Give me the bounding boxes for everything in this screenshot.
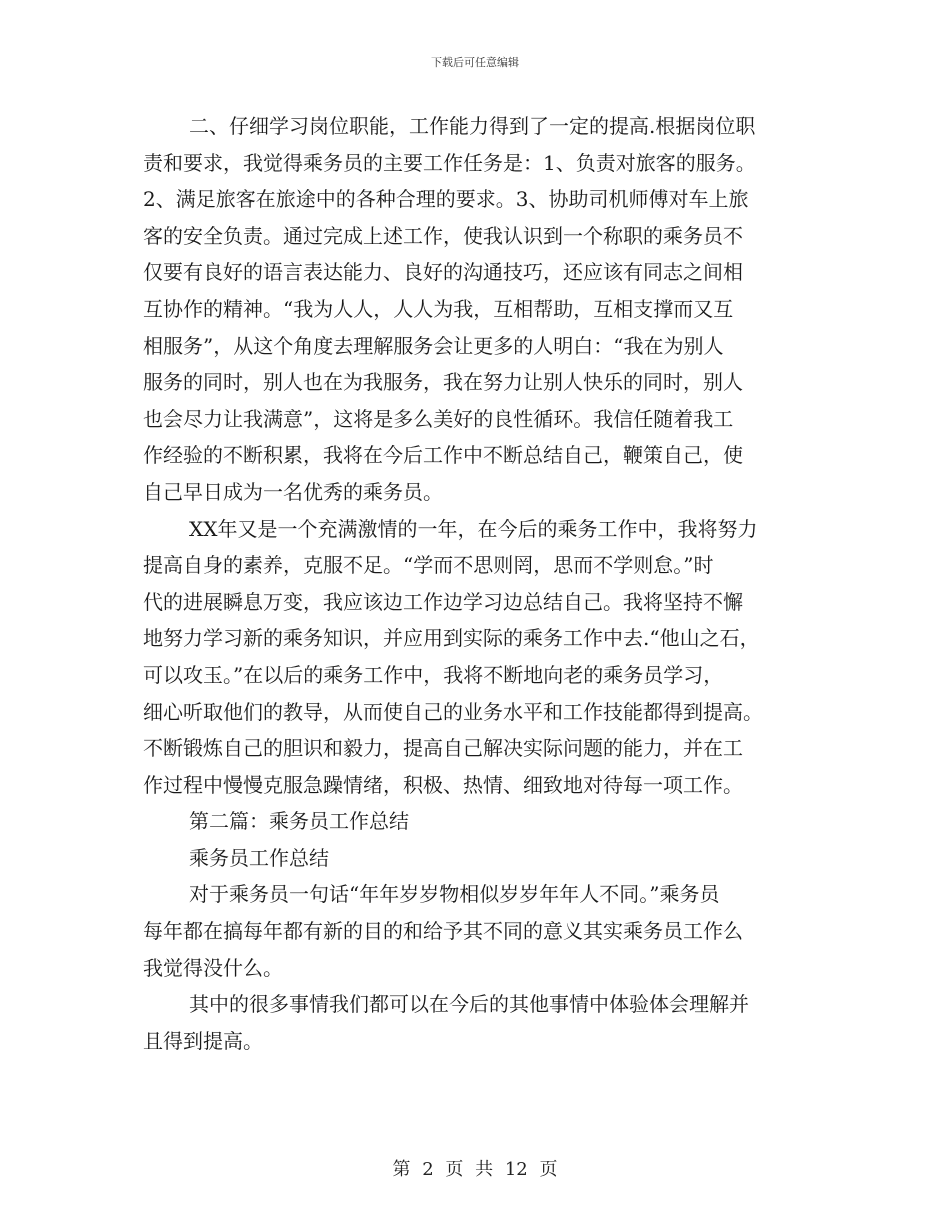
text-line: 地努力学习新的乘务知识，并应用到实际的乘务工作中去.“他山之石， <box>143 626 760 651</box>
text-line: 细心听取他们的教导，从而使自己的业务水平和工作技能都得到提高。 <box>143 699 763 724</box>
text-line: 每年都在搞每年都有新的目的和给予其不同的意义其实乘务员工作么 <box>143 919 743 944</box>
text-line: 乘务员工作总结 <box>189 845 329 870</box>
text-line: 客的安全负责。通过完成上述工作，使我认识到一个称职的乘务员不 <box>143 223 743 248</box>
text-line: 作经验的不断积累，我将在今后工作中不断总结自己，鞭策自己，使 <box>143 443 743 468</box>
text-line: 互协作的精神。“我为人人，人人为我，互相帮助，互相支撑而又互 <box>143 296 734 321</box>
text-line: 代的进展瞬息万变，我应该边工作边学习边总结自己。我将坚持不懈 <box>143 589 743 614</box>
text-line: 第二篇：乘务员工作总结 <box>189 809 409 834</box>
text-line: 其中的很多事情我们都可以在今后的其他事情中体验体会理解并 <box>189 992 749 1017</box>
text-line: 自己早日成为一名优秀的乘务员。 <box>143 479 443 504</box>
text-line: XX年又是一个充满激情的一年，在今后的乘务工作中，我将努力 <box>189 516 758 541</box>
document-body <box>143 108 823 1059</box>
text-line: 仅要有良好的语言表达能力、良好的沟通技巧，还应该有同志之间相 <box>143 260 743 285</box>
text-line: 可以攻玉。”在以后的乘务工作中，我将不断地向老的乘务员学习， <box>143 662 724 687</box>
text-line: 对于乘务员一句话“年年岁岁物相似岁岁年年人不同。”乘务员 <box>189 882 720 907</box>
text-line: 责和要求，我觉得乘务员的主要工作任务是：1、负责对旅客的服务。 <box>143 150 756 175</box>
text-line: 二、仔细学习岗位职能，工作能力得到了一定的提高.根据岗位职 <box>189 114 756 138</box>
text-line: 且得到提高。 <box>143 1028 263 1053</box>
text-line: 提高自身的素养，克服不足。“学而不思则罔，思而不学则怠。”时 <box>143 553 714 578</box>
text-line: 我觉得没什么。 <box>143 955 283 980</box>
text-line: 相服务”，从这个角度去理解服务会让更多的人明白：“我在为别人 <box>143 333 724 358</box>
text-line: 2、满足旅客在旅途中的各种合理的要求。3、协助司机师傅对车上旅 <box>143 187 749 212</box>
text-line: 不断锻炼自己的胆识和毅力，提高自己解决实际问题的能力，并在工 <box>143 736 743 761</box>
text-line: 服务的同时，别人也在为我服务，我在努力让别人快乐的同时，别人 <box>143 370 743 395</box>
text-line: 也会尽力让我满意”，这将是多么美好的良性循环。我信任随着我工 <box>143 406 734 431</box>
text-line: 作过程中慢慢克服急躁情绪，积极、热情、细致地对待每一项工作。 <box>143 772 743 797</box>
page-header-note: 下载后可任意编辑 <box>431 56 519 69</box>
page-number-footer: 第 2 页 共 12 页 <box>392 1159 558 1180</box>
